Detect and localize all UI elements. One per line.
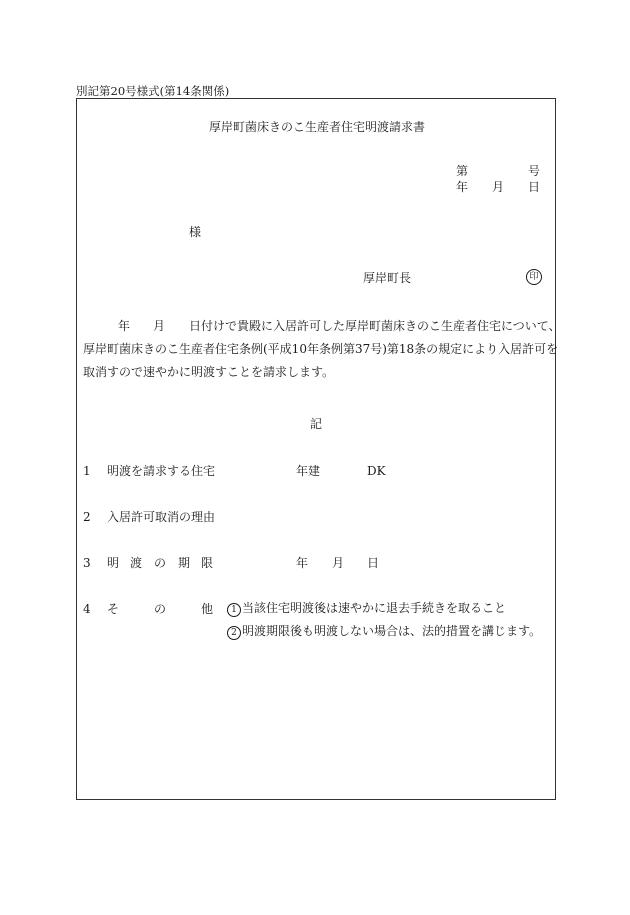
date-year: 年 bbox=[456, 180, 469, 194]
document-title: 厚岸町菌床きのこ生産者住宅明渡請求書 bbox=[209, 120, 426, 134]
date-day: 日 bbox=[528, 180, 541, 194]
item-3-month: 月 bbox=[332, 556, 345, 570]
item-2-number: 2 bbox=[83, 510, 91, 524]
item-1-value-dk: DK bbox=[367, 464, 386, 478]
addressee-suffix: 様 bbox=[189, 225, 202, 239]
doc-number-dai: 第 bbox=[456, 164, 469, 178]
item-3-number: 3 bbox=[83, 556, 91, 570]
form-label: 別記第20号様式(第14条関係) bbox=[76, 84, 230, 98]
circled-number-2-icon: 2 bbox=[227, 626, 241, 640]
item-4-label-char: 他 bbox=[201, 602, 214, 616]
body-line-2: 厚岸町菌床きのこ生産者住宅条例(平成10年条例第37号)第18条の規定により入居許可を bbox=[83, 342, 559, 356]
doc-number-go: 号 bbox=[528, 164, 541, 178]
body-line-3: 取消すので速やかに明渡すことを請求します。 bbox=[83, 365, 335, 379]
date-month: 月 bbox=[492, 180, 505, 194]
item-3-label-char: 限 bbox=[201, 556, 214, 570]
circled-number-1-icon: 1 bbox=[227, 603, 241, 617]
issuer-name: 厚岸町長 bbox=[363, 271, 412, 285]
item-4-label-char: の bbox=[154, 602, 167, 616]
item-4-note-2 bbox=[227, 625, 541, 640]
item-4-note-1-text: 当該住宅明渡後は速やかに退去手続きを取ること bbox=[242, 601, 507, 615]
document-frame bbox=[76, 98, 559, 800]
item-4-note-2-text: 明渡期限後も明渡しない場合は、法的措置を講じます。 bbox=[242, 624, 542, 638]
item-3-day: 日 bbox=[367, 556, 380, 570]
seal-icon: 印 bbox=[526, 269, 542, 285]
seal-mark bbox=[526, 269, 542, 285]
item-3-label-char: 明 bbox=[107, 556, 120, 570]
item-1-number: 1 bbox=[83, 464, 91, 478]
item-3-label-char: 渡 bbox=[130, 556, 143, 570]
item-4-number: 4 bbox=[83, 602, 91, 616]
item-4-note-1 bbox=[227, 602, 506, 617]
body-year: 年 bbox=[118, 319, 131, 333]
item-1-label: 明渡を請求する住宅 bbox=[107, 464, 216, 478]
body-month: 月 bbox=[153, 319, 166, 333]
item-1-value-year-built: 年建 bbox=[296, 464, 321, 478]
body-line-1: 日付けで貴殿に入居許可した厚岸町菌床きのこ生産者住宅について、 bbox=[189, 319, 561, 333]
item-3-label-char: 期 bbox=[178, 556, 191, 570]
item-4-label-char: そ bbox=[107, 602, 120, 616]
item-2-label: 入居許可取消の理由 bbox=[107, 510, 216, 524]
ki-heading: 記 bbox=[310, 417, 323, 431]
item-3-label-char: の bbox=[154, 556, 167, 570]
item-3-year: 年 bbox=[296, 556, 309, 570]
